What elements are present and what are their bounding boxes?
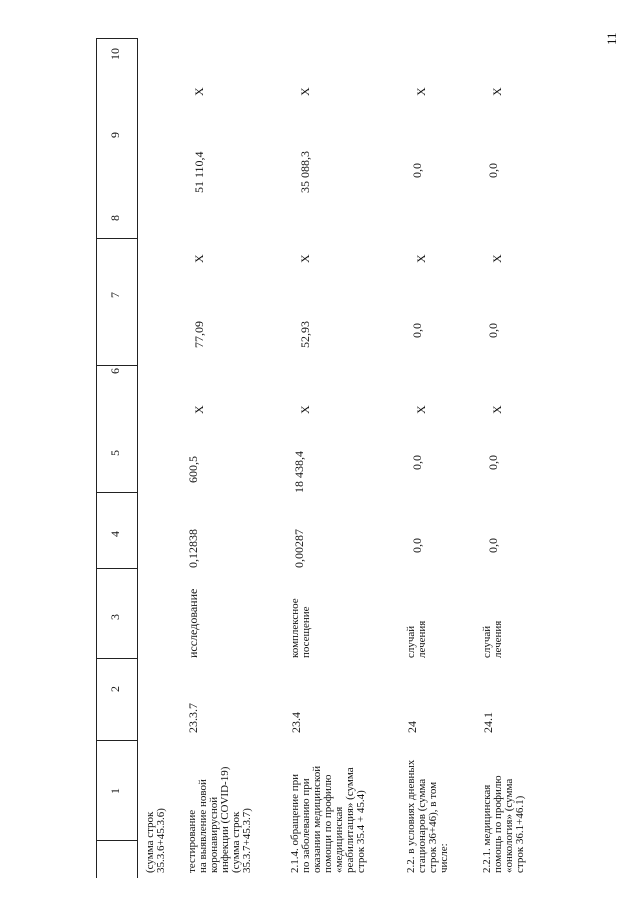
col-sep	[97, 492, 137, 493]
row-3-col-9: 0,0	[410, 163, 424, 178]
row-1-col-5: 600,5	[186, 456, 200, 483]
row-2-col-4: 0,00287	[292, 529, 306, 568]
header-col-6: 6	[108, 368, 122, 374]
row-3-col-3: случай лечения	[405, 620, 428, 658]
rotated-table	[96, 38, 597, 878]
header-col-1: 1	[108, 788, 122, 794]
row-3-col-6: X	[414, 405, 428, 414]
page-number: 11	[604, 32, 619, 45]
col-sep	[97, 658, 137, 659]
col-sep	[97, 568, 137, 569]
header-col-5: 5	[108, 450, 122, 456]
row-2-col-6: X	[298, 405, 312, 414]
row-2-col-10: X	[298, 87, 312, 96]
row-3-col-1: 2.2. в условиях дневных стационаров (сумма строк 36+46), в том числе:	[405, 759, 450, 873]
row-4-col-10: X	[490, 87, 504, 96]
row-0-col-1: (сумма строк 35.3.6+45.3.6)	[144, 808, 167, 873]
row-2-col-2: 23.4	[289, 712, 303, 733]
header-col-10: 10	[108, 48, 122, 60]
row-3-col-8: X	[414, 254, 428, 263]
row-2-col-9: 35 088,3	[298, 151, 312, 193]
row-2-col-8: X	[298, 254, 312, 263]
header-col-9: 9	[108, 132, 122, 138]
row-3-col-10: X	[414, 87, 428, 96]
row-2-col-1: 2.1.4. обращение при по заболеванию при оказании медицинской помощи по профилю «медицинская реабилитация» (сумма строк 35.4 + 45.4)	[289, 765, 367, 873]
header-col-2: 2	[108, 686, 122, 692]
row-1-col-1: тестирование на выявление новой коронавирусной инфекции (COVID-19) (сумма строк 35.3.7+45.3.7)	[186, 766, 253, 873]
header-col-4: 4	[108, 531, 122, 537]
row-4-col-8: X	[490, 254, 504, 263]
row-1-col-4: 0,12838	[186, 529, 200, 568]
col-sep	[97, 238, 137, 239]
row-1-col-3: исследование	[186, 588, 200, 658]
header-col-3: 3	[108, 614, 122, 620]
col-sep	[97, 38, 137, 39]
col-sep	[97, 840, 137, 841]
row-1-col-7: 77,09	[192, 321, 206, 348]
row-1-col-8: X	[192, 254, 206, 263]
row-1-col-10: X	[192, 87, 206, 96]
col-sep	[97, 740, 137, 741]
row-2-col-7: 52,93	[298, 321, 312, 348]
row-3-col-7: 0,0	[410, 323, 424, 338]
header-border	[137, 38, 138, 878]
row-3-col-4: 0,0	[410, 538, 424, 553]
row-1-col-9: 51 110,4	[192, 151, 206, 193]
row-4-col-9: 0,0	[486, 163, 500, 178]
row-3-col-2: 24	[405, 721, 419, 733]
row-4-col-1: 2.2.1. медицинская помощь по профилю «онкология» (сумма строк 36.1+46.1)	[481, 775, 526, 873]
row-4-col-2: 24.1	[481, 712, 495, 733]
header-col-8: 8	[108, 215, 122, 221]
header-col-7: 7	[108, 292, 122, 298]
col-sep	[97, 365, 137, 366]
row-4-col-6: X	[490, 405, 504, 414]
row-1-col-2: 23.3.7	[186, 703, 200, 733]
row-4-col-5: 0,0	[486, 455, 500, 470]
row-2-col-3: комплексное посещение	[289, 598, 312, 658]
row-1-col-6: X	[192, 405, 206, 414]
row-4-col-3: случай лечения	[481, 620, 504, 658]
row-3-col-5: 0,0	[410, 455, 424, 470]
row-2-col-5: 18 438,4	[292, 451, 306, 493]
row-4-col-7: 0,0	[486, 323, 500, 338]
row-4-col-4: 0,0	[486, 538, 500, 553]
